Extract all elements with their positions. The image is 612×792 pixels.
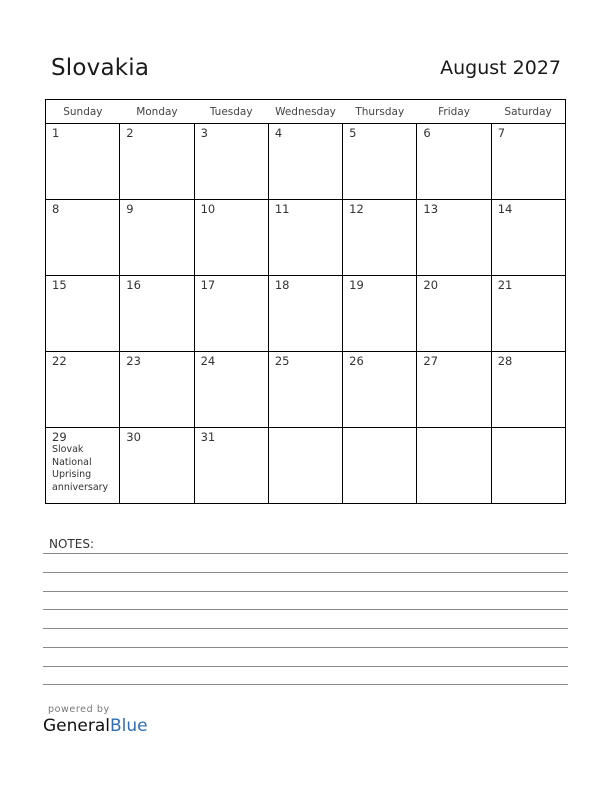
day-cell <box>194 276 268 352</box>
weekday-wednesday: Wednesday <box>268 100 342 124</box>
weekday-tuesday: Tuesday <box>194 100 268 124</box>
day-cell <box>343 200 417 276</box>
generalblue-logo <box>43 716 148 736</box>
calendar-grid <box>45 99 566 504</box>
notes-line <box>43 609 568 610</box>
day-cell <box>417 200 491 276</box>
weekday-friday: Friday <box>417 100 491 124</box>
day-cell <box>194 352 268 428</box>
day-cell <box>268 276 342 352</box>
empty-day-cell <box>343 428 417 504</box>
day-number: 19 <box>349 278 364 292</box>
day-cell <box>343 276 417 352</box>
day-number: 14 <box>497 202 513 216</box>
day-number: 20 <box>423 278 439 292</box>
day-number: 7 <box>497 126 506 140</box>
notes-line <box>43 591 568 592</box>
day-number: 8 <box>52 202 60 216</box>
day-number: 17 <box>200 278 216 292</box>
notes-line <box>43 628 568 629</box>
empty-day-cell <box>491 428 565 504</box>
brand-general: General <box>43 716 110 736</box>
day-cell <box>194 124 268 200</box>
day-cell <box>417 352 491 428</box>
day-number: 31 <box>200 430 216 444</box>
day-number: 11 <box>274 202 290 216</box>
day-cell <box>120 276 194 352</box>
day-cell <box>268 124 342 200</box>
weekday-header-row <box>46 100 566 124</box>
day-number: 30 <box>126 430 141 444</box>
day-cell <box>46 352 120 428</box>
day-cell <box>491 124 565 200</box>
powered-by-text: powered by <box>48 704 110 715</box>
day-cell <box>46 276 120 352</box>
month-year-title: August 2027 <box>440 57 561 79</box>
empty-day-cell <box>417 428 491 504</box>
day-number: 6 <box>423 126 431 140</box>
day-cell <box>120 428 194 504</box>
day-cell <box>343 352 417 428</box>
day-cell <box>46 124 120 200</box>
day-number: 1 <box>52 126 60 140</box>
day-number: 13 <box>423 202 439 216</box>
day-cell <box>268 352 342 428</box>
day-cell <box>120 200 194 276</box>
day-cell <box>417 276 491 352</box>
day-number: 27 <box>423 354 439 368</box>
day-number: 28 <box>497 354 513 368</box>
notes-line <box>43 572 568 573</box>
day-number: 9 <box>126 202 134 216</box>
day-cell <box>194 428 268 504</box>
notes-line <box>43 553 568 554</box>
notes-line <box>43 684 568 685</box>
week-row <box>46 276 566 352</box>
notes-line <box>43 666 568 667</box>
day-number: 10 <box>200 202 216 216</box>
day-number: 21 <box>497 278 513 292</box>
day-cell <box>46 200 120 276</box>
day-number: 2 <box>126 126 134 140</box>
day-number: 23 <box>126 354 141 368</box>
day-cell <box>491 200 565 276</box>
week-row <box>46 428 566 504</box>
weekday-saturday: Saturday <box>491 100 565 124</box>
day-cell <box>46 428 120 504</box>
weekday-sunday: Sunday <box>46 100 120 124</box>
brand-blue: Blue <box>110 716 148 736</box>
day-cell <box>343 124 417 200</box>
day-number: 26 <box>349 354 364 368</box>
week-row <box>46 124 566 200</box>
day-number: 5 <box>349 126 357 140</box>
day-number: 15 <box>52 278 67 292</box>
day-cell <box>194 200 268 276</box>
week-row <box>46 200 566 276</box>
day-cell <box>268 200 342 276</box>
day-number: 12 <box>349 202 364 216</box>
day-number: 22 <box>52 354 67 368</box>
day-number: 18 <box>274 278 290 292</box>
country-title: Slovakia <box>51 55 150 81</box>
day-cell <box>417 124 491 200</box>
notes-line <box>43 647 568 648</box>
day-number: 24 <box>200 354 216 368</box>
day-number: 3 <box>200 126 208 140</box>
day-number: 29 <box>52 430 67 444</box>
weekday-thursday: Thursday <box>343 100 417 124</box>
day-cell <box>120 124 194 200</box>
weekday-monday: Monday <box>120 100 194 124</box>
holiday-label: Slovak National Uprising anniversary <box>52 444 109 493</box>
day-cell <box>491 352 565 428</box>
week-row <box>46 352 566 428</box>
day-number: 25 <box>274 354 290 368</box>
empty-day-cell <box>268 428 342 504</box>
day-number: 4 <box>274 126 283 140</box>
day-number: 16 <box>126 278 141 292</box>
day-cell <box>120 352 194 428</box>
day-cell <box>491 276 565 352</box>
notes-label: NOTES: <box>49 537 94 551</box>
